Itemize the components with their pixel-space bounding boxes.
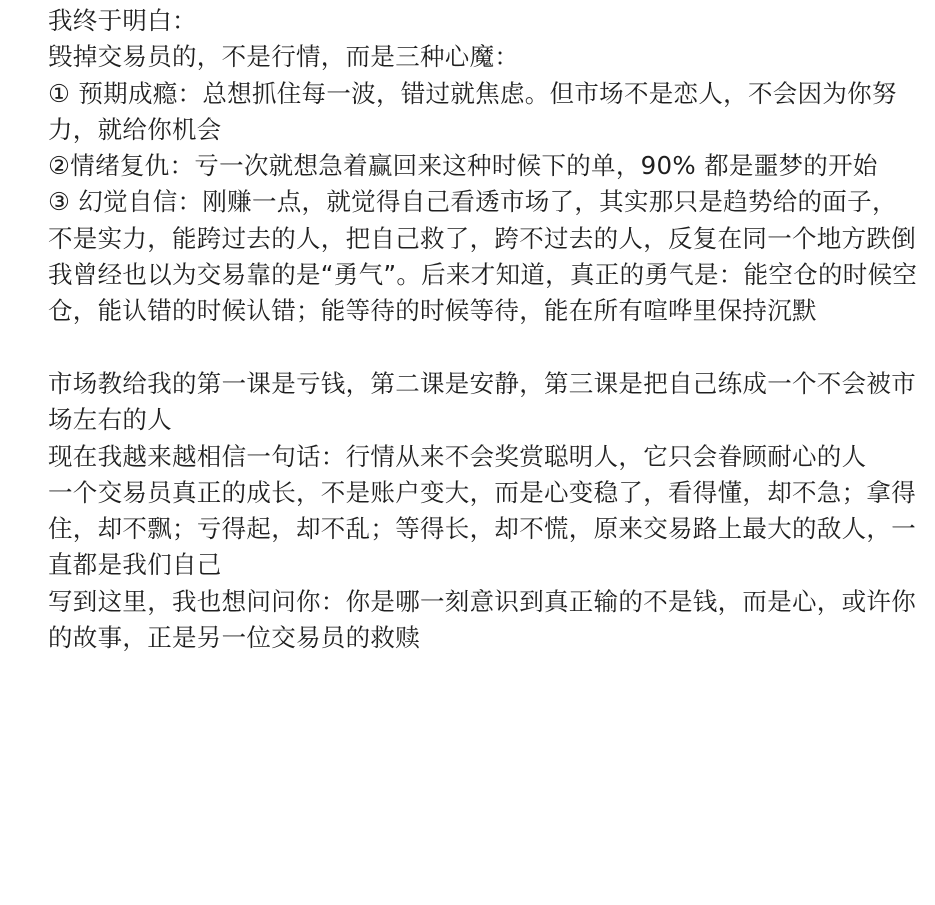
paragraph-growth: 一个交易员真正的成长，不是账户变大，而是心变稳了，看得懂，却不急；拿得住，却不飘；亏得起，却不乱；等得长，却不慌，原来交易路上最大的敌人，一直都是我们自己 (48, 477, 916, 580)
paragraph-patience: 现在我越来越相信一句话：行情从来不会奖赏聪明人，它只会眷顾耐心的人 (48, 441, 867, 471)
paragraph-three-demons: 毁掉交易员的，不是行情，而是三种心魔： (48, 42, 520, 72)
paragraph-expectation-addiction: ① 预期成瘾：总想抓住每一波，错过就焦虑。但市场不是恋人，不会因为你努力，就给你机会 (48, 78, 897, 144)
paragraph-market-lessons: 市场教给我的第一课是亏钱，第二课是安静，第三课是把自己练成一个不会被市场左右的人 (48, 368, 916, 435)
paragraph-closing-question: 写到这里，我也想问问你：你是哪一刻意识到真正输的不是钱，而是心，或许你的故事，正是另一位交易员的救赎 (48, 586, 916, 653)
paragraph-courage: 我曾经也以为交易靠的是“勇气”。后来才知道，真正的勇气是：能空仓的时候空仓，能认错的时候认错；能等待的时候等待，能在所有喧哗里保持沉默 (48, 260, 918, 326)
paragraph-spacer (48, 330, 918, 366)
paragraph-realization: 我终于明白： (48, 6, 197, 35)
document-body (48, 3, 918, 656)
paragraph-emotional-revenge: ②情绪复仇：亏一次就想急着赢回来这种时候下的单，90% 都是噩梦的开始 (48, 151, 878, 181)
paragraph-illusory-confidence: ③ 幻觉自信：刚赚一点，就觉得自己看透市场了，其实那只是趋势给的面子，不是实力，能跨过去的人，把自己救了，跨不过去的人，反复在同一个地方跌倒 (48, 187, 916, 253)
